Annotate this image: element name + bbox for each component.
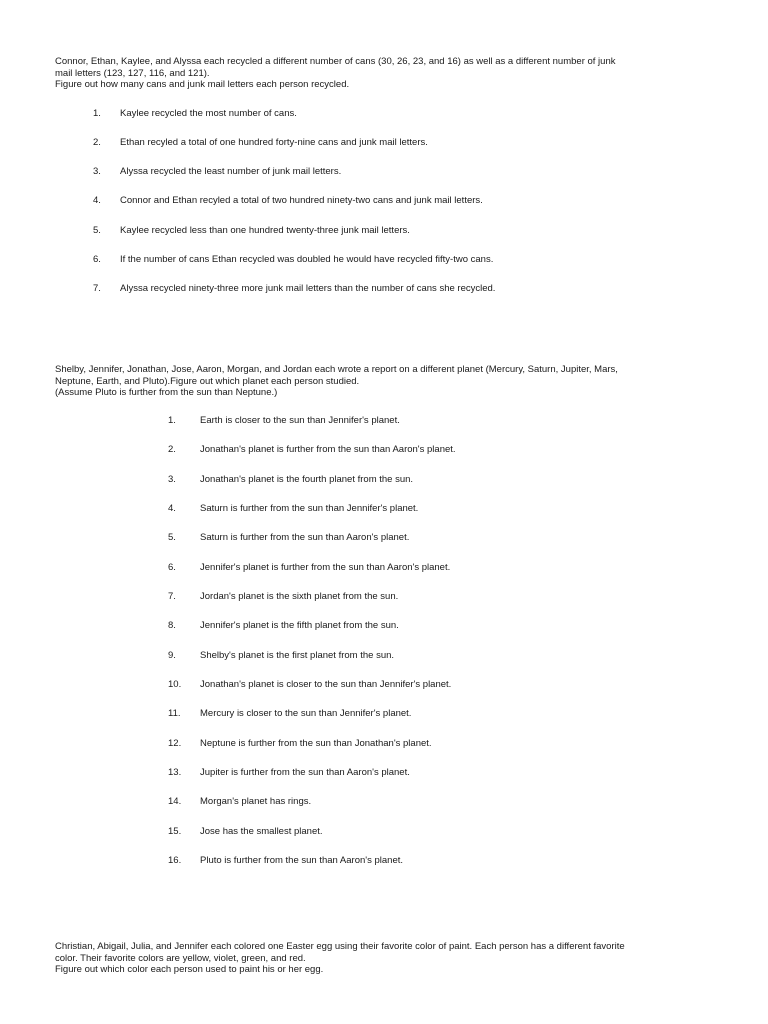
clue-item (168, 650, 394, 662)
clue-number: 7. (93, 283, 101, 294)
clue-number: 6. (168, 562, 176, 573)
clue-text: Earth is closer to the sun than Jennifer's planet. (200, 415, 400, 426)
clue-text: Shelby's planet is the first planet from the sun. (200, 650, 395, 661)
clue-text: Ethan recyled a total of one hundred forty-nine cans and junk mail letters. (120, 137, 428, 148)
clue-text: Alyssa recycled ninety-three more junk mail letters than the number of cans she recycled. (120, 283, 496, 294)
clue-text: Jennifer's planet is further from the sun than Aaron's planet. (200, 562, 451, 573)
clue-text: Jonathan's planet is further from the sun than Aaron's planet. (200, 444, 456, 455)
clue-item (93, 166, 341, 178)
clue-number: 10. (168, 679, 182, 690)
clue-text: Kaylee recycled the most number of cans. (120, 108, 297, 119)
intro-line: Figure out how many cans and junk mail letters each person recycled. (55, 79, 350, 90)
clue-text: Connor and Ethan recyled a total of two hundred ninety-two cans and junk mail letters. (120, 195, 483, 206)
clue-text: Jordan's planet is the sixth planet from the sun. (200, 591, 399, 602)
clue-item (168, 503, 418, 515)
puzzle-intro (55, 364, 715, 399)
clue-item (93, 108, 297, 120)
intro-line: Christian, Abigail, Julia, and Jennifer each colored one Easter egg using their favorite color of paint. Each person has a different favorite (55, 941, 625, 952)
clue-number: 12. (168, 738, 182, 749)
clue-item (93, 283, 495, 295)
clue-item (168, 767, 410, 779)
clue-number: 3. (93, 166, 101, 177)
clue-number: 2. (93, 137, 101, 148)
clue-text: Alyssa recycled the least number of junk mail letters. (120, 166, 342, 177)
clue-text: Neptune is further from the sun than Jonathan's planet. (200, 738, 432, 749)
clue-text: Jonathan's planet is the fourth planet from the sun. (200, 474, 414, 485)
intro-line: color. Their favorite colors are yellow, violet, green, and red. (55, 952, 306, 964)
clue-item (93, 195, 483, 207)
clue-item (168, 562, 450, 574)
clue-item (168, 738, 432, 750)
clue-item (168, 532, 409, 544)
clue-number: 9. (168, 650, 176, 661)
intro-line: (Assume Pluto is further from the sun than Neptune.) (55, 387, 278, 398)
clue-text: Saturn is further from the sun than Aaron's planet. (200, 532, 410, 543)
clue-item (168, 444, 456, 456)
clue-number: 13. (168, 767, 182, 778)
clue-number: 14. (168, 796, 182, 807)
clue-number: 16. (168, 855, 182, 866)
clue-text: Saturn is further from the sun than Jennifer's planet. (200, 503, 419, 514)
clue-number: 8. (168, 620, 176, 631)
clue-item (168, 708, 411, 720)
clue-text: Jupiter is further from the sun than Aaron's planet. (200, 767, 410, 778)
clue-item (93, 225, 410, 237)
clue-number: 1. (93, 108, 101, 119)
clue-number: 15. (168, 826, 182, 837)
clue-number: 4. (168, 503, 176, 514)
puzzle-intro (55, 941, 715, 976)
clue-item (168, 415, 400, 427)
clue-number: 3. (168, 474, 176, 485)
clue-item (168, 796, 311, 808)
clue-number: 4. (93, 195, 101, 206)
clue-item (168, 591, 398, 603)
clue-number: 5. (93, 225, 101, 236)
clue-text: If the number of cans Ethan recycled was doubled he would have recycled fifty-two cans. (120, 254, 494, 265)
puzzle-intro (55, 56, 715, 91)
clue-item (168, 855, 403, 867)
intro-line: Figure out which color each person used to paint his or her egg. (55, 964, 324, 975)
clue-item (93, 254, 493, 266)
clue-item (168, 679, 451, 691)
clue-text: Morgan's planet has rings. (200, 796, 312, 807)
clue-number: 6. (93, 254, 101, 265)
clue-text: Mercury is closer to the sun than Jennifer's planet. (200, 708, 412, 719)
clue-item (168, 620, 399, 632)
clue-text: Kaylee recycled less than one hundred twenty-three junk mail letters. (120, 225, 410, 236)
clue-item (168, 826, 323, 838)
clue-number: 1. (168, 415, 176, 426)
clue-item (168, 474, 413, 486)
intro-line: Shelby, Jennifer, Jonathan, Jose, Aaron, Morgan, and Jordan each wrote a report on a different planet (Mercury, Saturn, Jupiter, Mars, (55, 364, 618, 375)
clue-number: 5. (168, 532, 176, 543)
clue-number: 11. (168, 708, 181, 719)
clue-text: Jennifer's planet is the fifth planet from the sun. (200, 620, 399, 631)
clue-text: Jonathan's planet is closer to the sun than Jennifer's planet. (200, 679, 452, 690)
clue-text: Pluto is further from the sun than Aaron's planet. (200, 855, 404, 866)
clue-number: 7. (168, 591, 176, 602)
clue-text: Jose has the smallest planet. (200, 826, 323, 837)
intro-line: Connor, Ethan, Kaylee, and Alyssa each recycled a different number of cans (30, 26, 23, and 16) as well as a different number of junk (55, 56, 616, 67)
clue-number: 2. (168, 444, 176, 455)
intro-line: Neptune, Earth, and Pluto).Figure out which planet each person studied. (55, 375, 360, 387)
clue-item (93, 137, 428, 149)
intro-line: mail letters (123, 127, 116, and 121). (55, 67, 210, 79)
